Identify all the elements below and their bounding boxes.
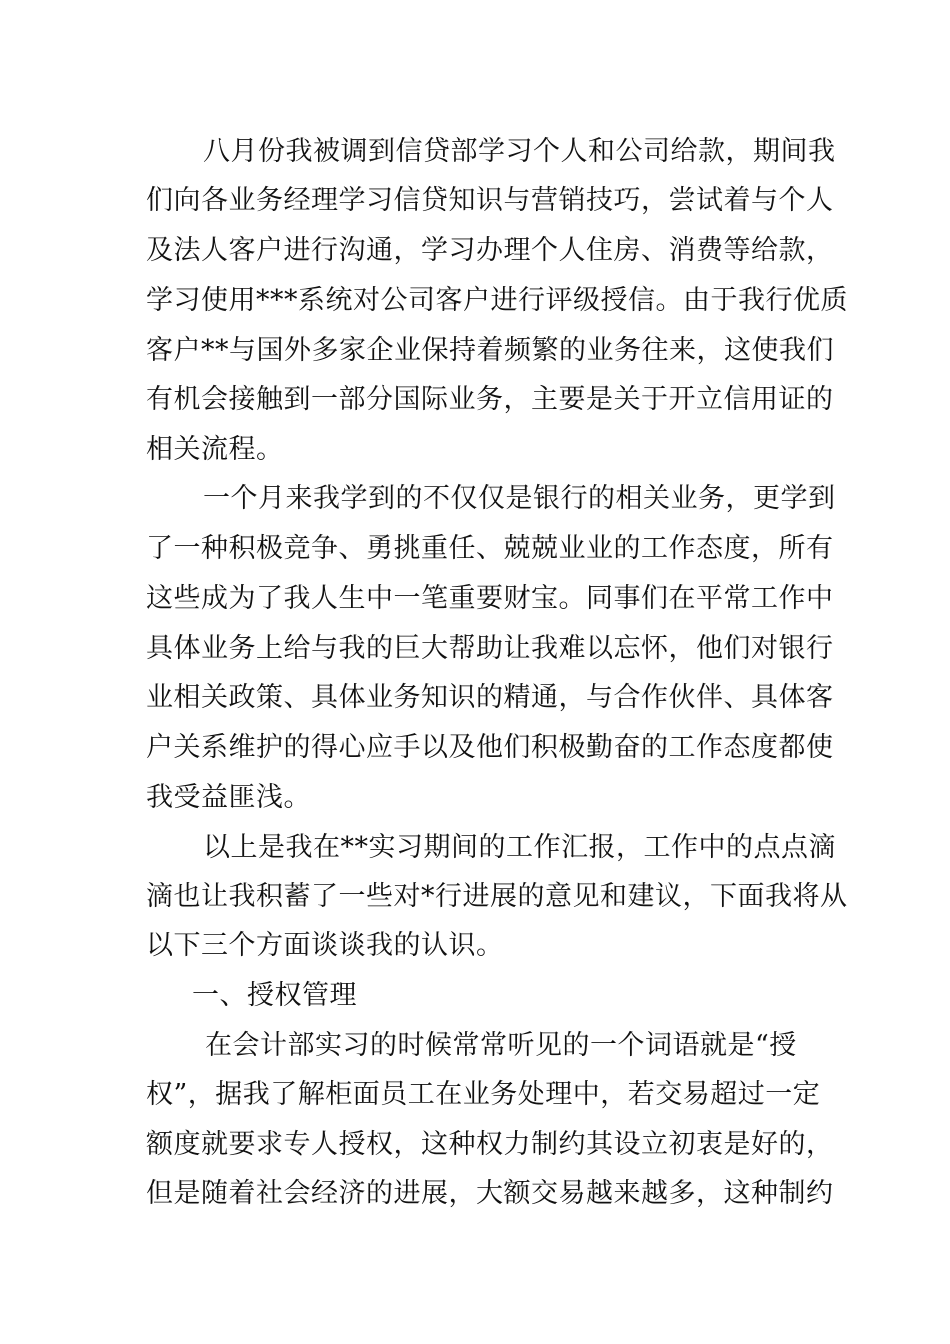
paragraph-line: 滴也让我积蓄了一些对*行进展的意见和建议，下面我将从 (146, 881, 848, 912)
paragraph-line: 一个月来我学到的不仅仅是银行的相关业务，更学到 (203, 483, 836, 514)
paragraph-line: 在会计部实习的时候常常听见的一个词语就是“授 (205, 1030, 797, 1061)
paragraph-line: 具体业务上给与我的巨大帮助让我难以忘怀，他们对银行 (146, 633, 834, 664)
section-heading: 一、授权管理 (192, 980, 357, 1011)
paragraph-line: 户关系维护的得心应手以及他们积极勤奋的工作态度都使 (146, 732, 834, 763)
paragraph-line: 权”，据我了解柜面员工在业务处理中，若交易超过一定 (146, 1079, 821, 1110)
paragraph-line: 相关流程。 (146, 434, 284, 465)
paragraph-line: 这些成为了我人生中一笔重要财宝。同事们在平常工作中 (146, 583, 834, 614)
paragraph-line: 学习使用***系统对公司客户进行评级授信。由于我行优质 (146, 285, 848, 316)
paragraph-line: 了一种积极竞争、勇挑重任、兢兢业业的工作态度，所有 (146, 533, 834, 564)
paragraph-line: 额度就要求专人授权，这种权力制约其设立初衷是好的， (146, 1129, 834, 1160)
paragraph-line: 我受益匪浅。 (146, 782, 311, 813)
paragraph-line: 业相关政策、具体业务知识的精通，与合作伙伴、具体客 (146, 682, 834, 713)
paragraph-line: 八月份我被调到信贷部学习个人和公司给款，期间我 (203, 136, 836, 167)
paragraph-line: 客户**与国外多家企业保持着频繁的业务往来，这使我们 (146, 335, 834, 366)
paragraph-line: 以下三个方面谈谈我的认识。 (146, 930, 504, 961)
paragraph-line: 们向各业务经理学习信贷知识与营销技巧，尝试着与个人 (146, 185, 834, 216)
paragraph-line: 有机会接触到一部分国际业务，主要是关于开立信用证的 (146, 384, 834, 415)
paragraph-line: 及法人客户进行沟通，学习办理个人住房、消费等给款， (146, 235, 834, 266)
paragraph-line: 但是随着社会经济的进展，大额交易越来越多，这种制约 (146, 1178, 834, 1209)
paragraph-line: 以上是我在**实习期间的工作汇报，工作中的点点滴 (203, 832, 836, 863)
